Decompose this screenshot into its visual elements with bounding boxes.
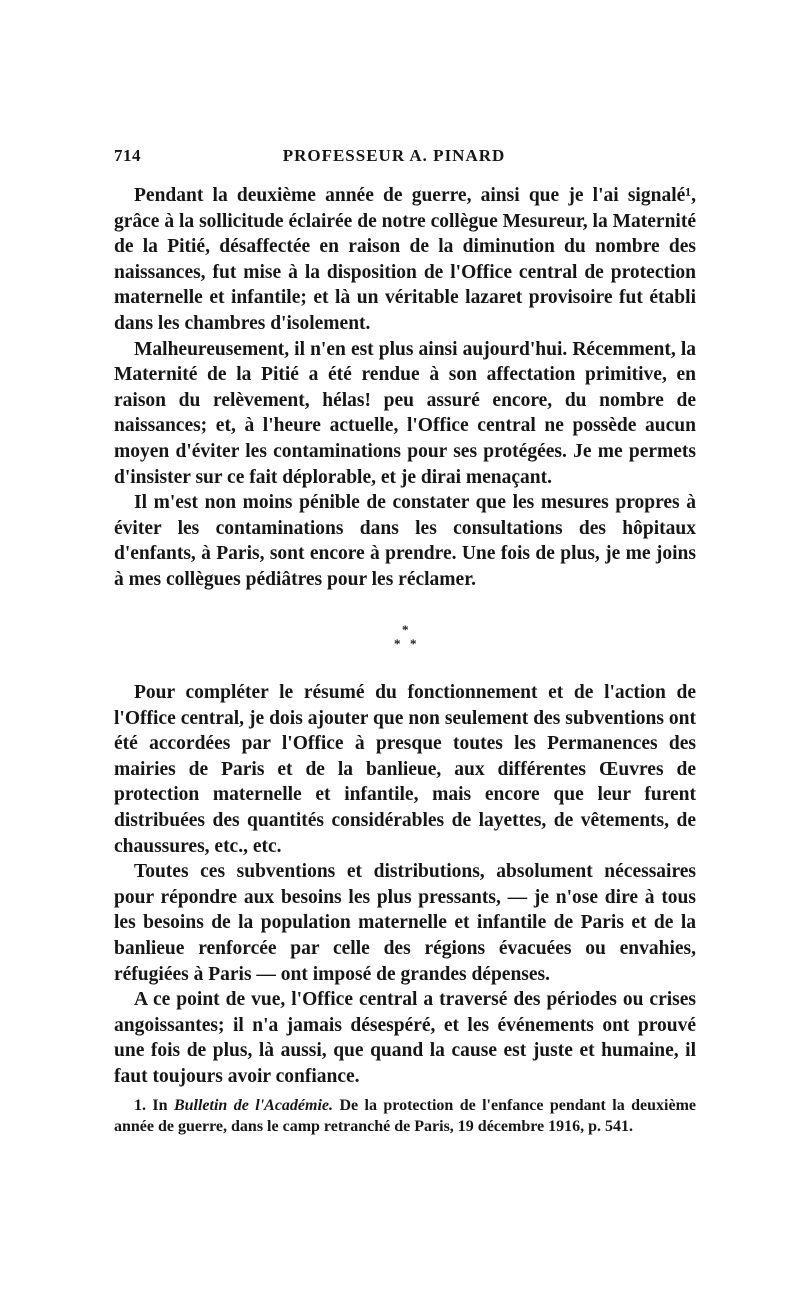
footnote-text: De la protection de l'enfance pendant la deuxième année de guerre, dans le camp retranché de Paris, 19 décembre 1916, p. 541. (114, 1097, 697, 1135)
running-title: PROFESSEUR A. PINARD (282, 146, 506, 165)
paragraph: Pour compléter le résumé du fonctionnement et de l'action de l'Office central, je dois ajouter que non seulement des subventions ont été accordées par l'Office à presque toutes les Permanences des mairies de Paris et de la banlieue, aux différentes Œuvres de protection maternelle et infantile, mais encore que leur furent distribuées des quantités considérables de layettes, de vêtements, de chaussures, etc., etc. (114, 682, 696, 857)
paragraph: Malheureusement, il n'en est plus ainsi aujourd'hui. Récemment, la Maternité de la Pitié a été rendue à son affectation primitive, en raison du relèvement, hélas! peu assuré encore, du nombre de naissances; et, à l'heure actuelle, l'Office central ne possède aucun moyen d'éviter les contaminations pour ses protégées. Je me permets d'insister sur ce fait déplorable, et je dirai menaçant. (114, 338, 696, 488)
body-text-bottom (114, 680, 696, 1090)
paragraph: Toutes ces subventions et distributions, absolument nécessaires pour répondre aux besoins les plus pressants, — je n'ose dire à tous les besoins de la population maternelle et infantile de Paris et de la banlieue renforcée par celle des régions évacuées ou envahies, réfugiées à Paris — ont imposé de grandes dépenses. (114, 861, 696, 985)
paragraph: Il m'est non moins pénible de constater que les mesures propres à éviter les contaminations dans les consultations des hôpitaux d'enfants, à Paris, sont encore à prendre. Une fois de plus, je me joins à mes collègues pédiâtres pour les réclamer. (114, 492, 696, 590)
asterisk-left: * (394, 636, 401, 651)
footnote (114, 1095, 696, 1137)
footnote-source: Bulletin de l'Académie. (173, 1097, 334, 1114)
footnote-entry (114, 1095, 696, 1137)
paragraph: Pendant la deuxième année de guerre, ainsi que je l'ai signalé¹, grâce à la sollicitude éclairée de notre collègue Mesureur, la Maternité de la Pitié, désaffectée en raison de la diminution du nombre des naissances, fut mise à la disposition de l'Office central de protection maternelle et infantile; et là un véritable lazaret provisoire fut établi dans les chambres d'isolement. (114, 185, 696, 334)
asterisk-right: * (410, 636, 417, 651)
footnote-marker: 1. In (134, 1097, 168, 1114)
body-text-top (114, 183, 696, 593)
section-separator-asterism (388, 622, 428, 662)
asterisk-top: * (402, 622, 409, 637)
paragraph: A ce point de vue, l'Office central a traversé des périodes ou crises angoissantes; il n'a jamais désespéré, et les événements ont prouvé une fois de plus, là aussi, que quand la cause est juste et humaine, il faut toujours avoir confiance. (114, 989, 696, 1087)
page-number: 714 (114, 146, 141, 165)
